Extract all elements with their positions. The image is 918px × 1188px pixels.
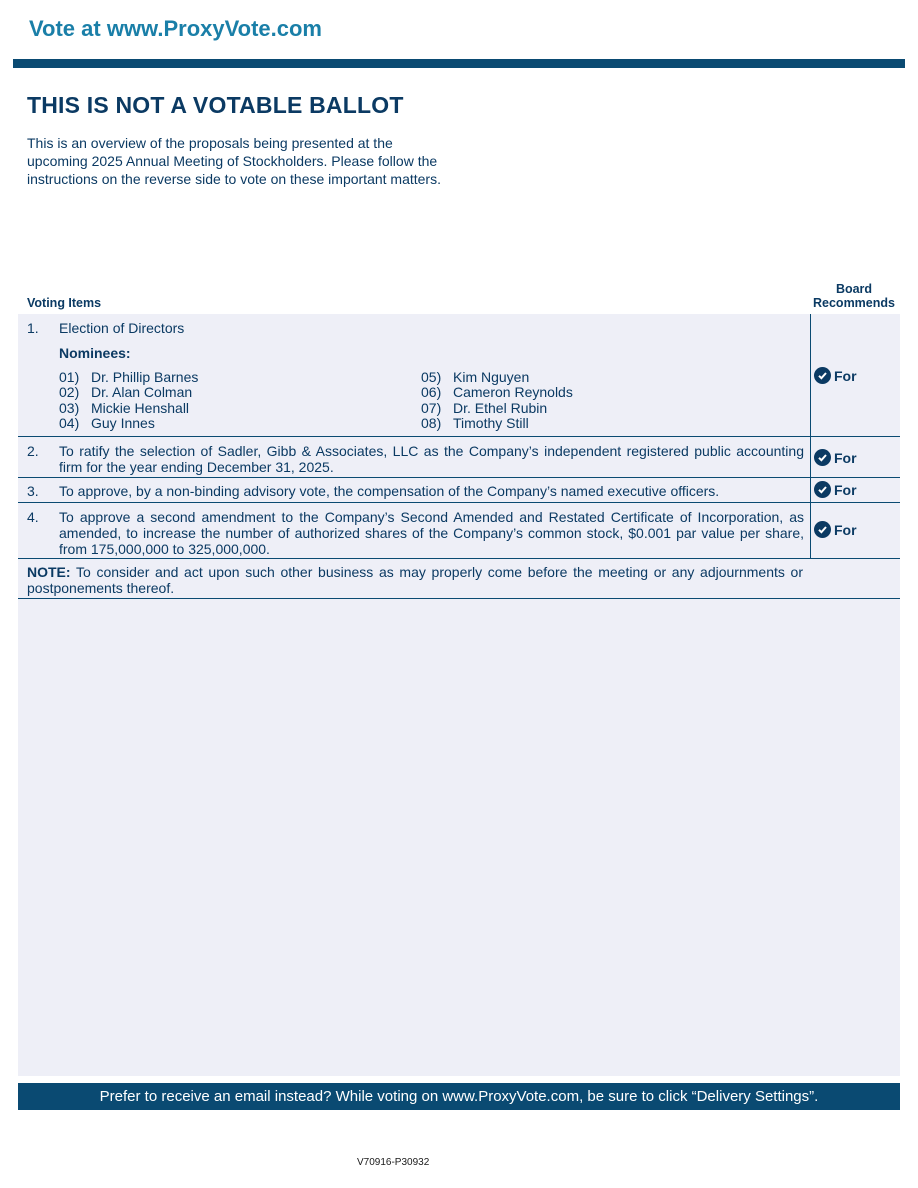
nominee: 08) Timothy Still <box>421 415 529 432</box>
board-recommends-header <box>809 282 899 310</box>
nominee: 06) Cameron Reynolds <box>421 384 573 401</box>
recommendation-label: For <box>834 481 857 498</box>
item-text: To ratify the selection of Sadler, Gibb & Associates, LLC as the Company’s independent registered public accounting firm for the year ending December 31, 2025. <box>59 443 804 475</box>
item-number: 1. <box>27 320 39 336</box>
document-code: V70916-P30932 <box>357 1157 430 1168</box>
item-text: Election of Directors <box>59 320 185 336</box>
voting-item-3 <box>18 478 900 503</box>
page-title: THIS IS NOT A VOTABLE BALLOT <box>27 92 404 118</box>
intro-text: This is an overview of the proposals being presented at the upcoming 2025 Annual Meeting of Stockholders. Please follow the instructions on the reverse side to vote on these important matters. <box>27 135 441 187</box>
recommendation-4 <box>814 521 857 538</box>
item-number: 2. <box>27 443 39 459</box>
nominee: 05) Kim Nguyen <box>421 369 530 385</box>
check-circle-icon <box>814 367 831 384</box>
recommendation-3 <box>814 481 857 498</box>
voting-items-header: Voting Items <box>27 296 102 310</box>
nominees-label: Nominees: <box>59 345 131 361</box>
note-body: To consider and act upon such other business as may properly come before the meeting or any adjournments or postponements thereof. <box>27 564 803 596</box>
check-circle-icon <box>814 449 831 466</box>
item-text: To approve, by a non-binding advisory vote, the compensation of the Company’s named executive officers. <box>59 483 720 499</box>
nominee: 03) Mickie Henshall <box>59 399 190 416</box>
board-label-line2: Recommends <box>813 296 895 310</box>
note-row <box>18 559 900 599</box>
voting-item-2 <box>18 437 900 478</box>
site-title: Vote at www.ProxyVote.com <box>29 16 322 41</box>
recommendation-2 <box>814 449 857 466</box>
check-circle-icon <box>814 521 831 538</box>
voting-item-1 <box>18 314 900 437</box>
board-label-line1: Board <box>835 282 873 296</box>
item-number: 3. <box>27 483 39 499</box>
item-text: To approve a second amendment to the Company’s Second Amended and Restated Certificate of Incorporation, as amended, to increase the number of authorized shares of the Company’s common stock, $0.001 par value per share, from 175,000,000 to 325,000,000. <box>59 509 804 557</box>
check-circle-icon <box>814 481 831 498</box>
nominee: 01) Dr. Phillip Barnes <box>59 369 199 385</box>
note-label: NOTE: <box>27 564 71 580</box>
recommendation-1 <box>814 367 857 384</box>
note-text <box>27 564 803 596</box>
nominee-list-left <box>59 370 198 432</box>
nominee: 02) Dr. Alan Colman <box>59 384 193 401</box>
recommendation-label: For <box>834 367 857 384</box>
nominee-list-right <box>421 370 573 432</box>
nominee: 07) Dr. Ethel Rubin <box>421 399 548 416</box>
delivery-settings-banner: Prefer to receive an email instead? While voting on www.ProxyVote.com, be sure to click “Delivery Settings”. <box>18 1083 900 1110</box>
voting-item-4 <box>18 503 900 559</box>
item-number: 4. <box>27 509 39 525</box>
nominee: 04) Guy Innes <box>59 415 155 432</box>
recommendation-label: For <box>834 449 857 466</box>
header-divider <box>13 59 905 68</box>
recommendation-label: For <box>834 521 857 538</box>
